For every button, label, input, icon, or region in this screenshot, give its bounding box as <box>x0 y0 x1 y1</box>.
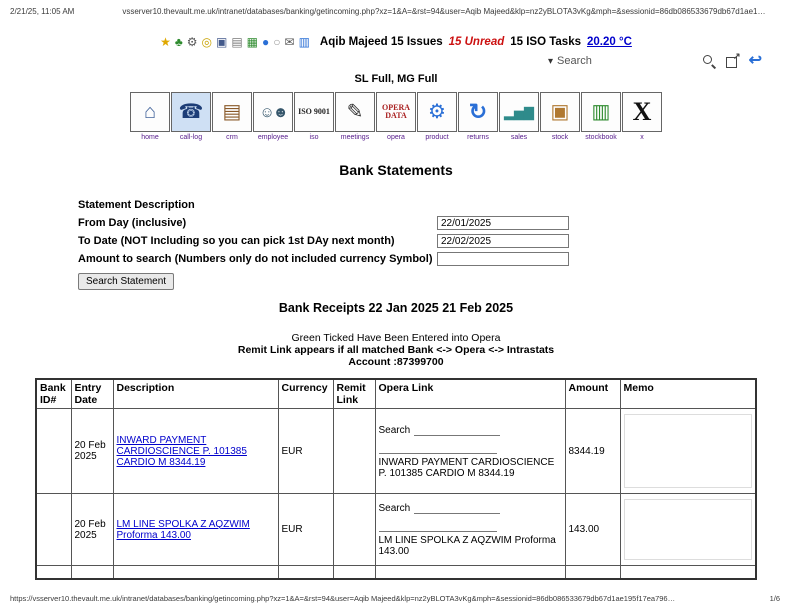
nav-item-meetings[interactable] <box>335 92 375 142</box>
receipts-title: Bank Receipts 22 Jan 2025 21 Feb 2025 <box>278 301 514 315</box>
nav-item-call-log[interactable] <box>171 92 211 142</box>
gray-dot-icon[interactable]: ○ <box>273 35 281 49</box>
iso-9001-logo-icon: ISO 9001 <box>298 106 330 116</box>
nav-item-opera[interactable] <box>376 92 416 142</box>
cell-memo <box>620 409 756 494</box>
chevron-down-icon[interactable]: ▾ <box>548 55 554 67</box>
col-remit-link: Remit Link <box>333 379 375 409</box>
cell-bank-id <box>36 409 71 494</box>
nav-label-call-log: call-log <box>179 134 203 141</box>
nav-item-stockbook[interactable] <box>581 92 621 142</box>
nav-label-product: product <box>425 134 449 141</box>
opera-search-input-1[interactable] <box>414 424 500 436</box>
memo-textarea[interactable] <box>624 499 753 561</box>
nav-item-sales[interactable] <box>499 92 539 142</box>
nav-toolbar <box>0 92 792 142</box>
nav-label-crm: crm <box>226 134 238 141</box>
opera-matched-text: INWARD PAYMENT CARDIOSCIENCE P. 101385 CARDIO M 8344.19 <box>378 456 555 479</box>
user-status-line <box>320 36 632 48</box>
nav-item-product[interactable] <box>417 92 457 142</box>
nav-label-employee: employee <box>257 134 289 141</box>
mail-icon[interactable]: ✉ <box>284 35 295 49</box>
col-bank-id: Bank ID# <box>36 379 71 409</box>
cell-memo <box>620 494 756 566</box>
nav-label-stock: stock <box>551 134 569 141</box>
table-row <box>36 494 756 566</box>
description-link[interactable]: INWARD PAYMENT CARDIOSCIENCE P. 101385 CARDIO M 8344.19 <box>116 434 247 468</box>
page-title: Bank Statements <box>339 162 453 178</box>
nav-item-x[interactable] <box>622 92 662 142</box>
nav-label-x: x <box>640 134 644 141</box>
people-icon: ☺☻ <box>259 103 287 121</box>
print-header-url: vsserver10.thevault.me.uk/intranet/databases/banking/getincoming.php?xz=1&A=&rst=94&user=Aqib Majeed&klp=nz2yBLOTA3vKg&mph=&sessionid=86db086533679db67d1ae1… <box>122 7 766 16</box>
temperature-link[interactable]: 20.20 °C <box>587 36 632 48</box>
statement-description-label: Statement Description <box>78 199 195 211</box>
amount-search-label: Amount to search (Numbers only do not included currency Symbol) <box>78 253 433 265</box>
nav-label-home: home <box>141 134 159 141</box>
page-number: 1/6 <box>769 594 780 603</box>
home-icon: ⌂ <box>143 101 157 123</box>
memo-textarea[interactable] <box>624 414 753 488</box>
to-date-input[interactable] <box>437 234 569 248</box>
iso-tasks-text: 15 ISO Tasks <box>510 36 581 48</box>
table-header-row <box>36 379 756 409</box>
coin-icon[interactable]: ◎ <box>201 35 212 49</box>
grid-icon[interactable]: ▦ <box>246 35 259 49</box>
amount-search-input[interactable] <box>437 252 569 266</box>
permissions-subtitle: SL Full, MG Full <box>354 73 438 85</box>
cell-remit-link <box>333 494 375 566</box>
opera-matched-text: LM LINE SPOLKA Z AQZWIM Proforma 143.00 <box>378 535 556 557</box>
search-statement-button[interactable]: Search Statement <box>78 273 174 290</box>
top-status-bar <box>0 36 792 48</box>
from-day-input[interactable] <box>437 216 569 230</box>
print-datetime: 2/21/25, 11:05 AM <box>10 7 75 16</box>
opera-search-input-2[interactable] <box>379 520 497 532</box>
nav-item-stock[interactable] <box>540 92 580 142</box>
books-icon: ▥ <box>591 101 611 123</box>
statement-search-form <box>78 196 638 290</box>
nav-item-home[interactable] <box>130 92 170 142</box>
phone-icon: ☎ <box>178 101 204 123</box>
cell-currency: EUR <box>278 494 333 566</box>
gears-icon: ⚙ <box>428 101 446 123</box>
blue-dot-icon[interactable]: ● <box>262 35 270 49</box>
account-number: Account :87399700 <box>348 356 444 369</box>
to-date-label: To Date (NOT Including so you can pick 1st DAy next month) <box>78 235 395 247</box>
external-link-icon[interactable] <box>726 55 739 68</box>
cabinet-icon: ▤ <box>222 101 242 123</box>
nav-label-sales: sales <box>510 134 528 141</box>
window-icon[interactable]: ▣ <box>215 35 228 49</box>
opera-data-logo-icon: OPERA DATA <box>382 102 410 120</box>
opera-search-label: Search <box>378 503 411 514</box>
receipts-notes <box>0 332 792 368</box>
toolbar-right-icons <box>702 53 762 69</box>
bank-receipts-table <box>35 378 757 580</box>
nav-item-employee[interactable] <box>253 92 293 142</box>
search-bar <box>548 55 652 67</box>
print-footer <box>10 594 780 603</box>
cell-description <box>113 494 278 566</box>
gear-icon[interactable]: ⚙ <box>186 35 198 49</box>
opera-search-input-1[interactable] <box>414 502 500 514</box>
clover-icon[interactable]: ♣ <box>174 35 183 49</box>
box-icon: ▣ <box>550 101 570 123</box>
col-entry-date: Entry Date <box>71 379 113 409</box>
print-header <box>10 7 778 16</box>
cell-remit-link <box>333 409 375 494</box>
col-amount: Amount <box>565 379 620 409</box>
opera-search-input-2[interactable] <box>379 442 497 454</box>
print-footer-url: https://vsserver10.thevault.me.uk/intranet/databases/banking/getincoming.php?xz=1&A=&rst=94&user=Aqib Majeed&klp=nz2yBLOTA3vKg&mph=&sessionid=86db086533679db67d1ae195f17ea796… <box>10 594 676 603</box>
cell-description <box>113 409 278 494</box>
table-row <box>36 409 756 494</box>
opera-search-label: Search <box>378 424 411 436</box>
recycle-arrows-icon: ↻ <box>468 99 488 124</box>
pencil-icon: ✎ <box>346 101 364 123</box>
user-issues-text: Aqib Majeed 15 Issues <box>319 36 443 48</box>
quick-icons <box>160 36 310 48</box>
cell-amount: 8344.19 <box>565 409 620 494</box>
cell-currency: EUR <box>278 409 333 494</box>
col-currency: Currency <box>278 379 333 409</box>
col-opera-link: Opera Link <box>375 379 565 409</box>
nav-item-returns[interactable] <box>458 92 498 142</box>
nav-label-opera: opera <box>387 134 405 141</box>
nav-item-iso[interactable] <box>294 92 334 142</box>
unread-count: 15 Unread <box>448 36 505 48</box>
nav-item-crm[interactable] <box>212 92 252 142</box>
reply-arrow-icon[interactable]: ↩ <box>748 52 762 69</box>
search-icon[interactable] <box>702 54 716 68</box>
bar-chart-icon: ▂▅▇ <box>504 104 534 120</box>
cell-amount: 143.00 <box>565 494 620 566</box>
search-input[interactable] <box>557 55 652 67</box>
col-description: Description <box>113 379 278 409</box>
col-memo: Memo <box>620 379 756 409</box>
clipboard-icon[interactable]: ▤ <box>231 35 243 49</box>
cell-entry-date: 20 Feb 2025 <box>71 494 113 566</box>
cell-opera-link <box>375 409 565 494</box>
from-day-label: From Day (inclusive) <box>78 217 187 229</box>
cell-bank-id <box>36 494 71 566</box>
table-row-clipped <box>36 566 756 579</box>
nav-label-iso: iso <box>309 134 319 141</box>
note-remit-link: Remit Link appears if all matched Bank <-> Opera <-> Intrastats <box>237 344 555 357</box>
cell-opera-link <box>375 494 565 566</box>
nav-label-stockbook: stockbook <box>585 134 617 141</box>
nav-label-meetings: meetings <box>340 134 370 141</box>
cell-entry-date: 20 Feb 2025 <box>71 409 113 494</box>
x-icon: X <box>632 97 652 126</box>
note-green-ticked: Green Ticked Have Been Entered into Opera <box>291 332 501 344</box>
description-link[interactable]: LM LINE SPOLKA Z AQZWIM Proforma 143.00 <box>116 518 250 541</box>
chart-icon[interactable]: ▥ <box>298 35 310 49</box>
star-icon[interactable]: ★ <box>160 35 171 49</box>
nav-label-returns: returns <box>467 134 489 141</box>
